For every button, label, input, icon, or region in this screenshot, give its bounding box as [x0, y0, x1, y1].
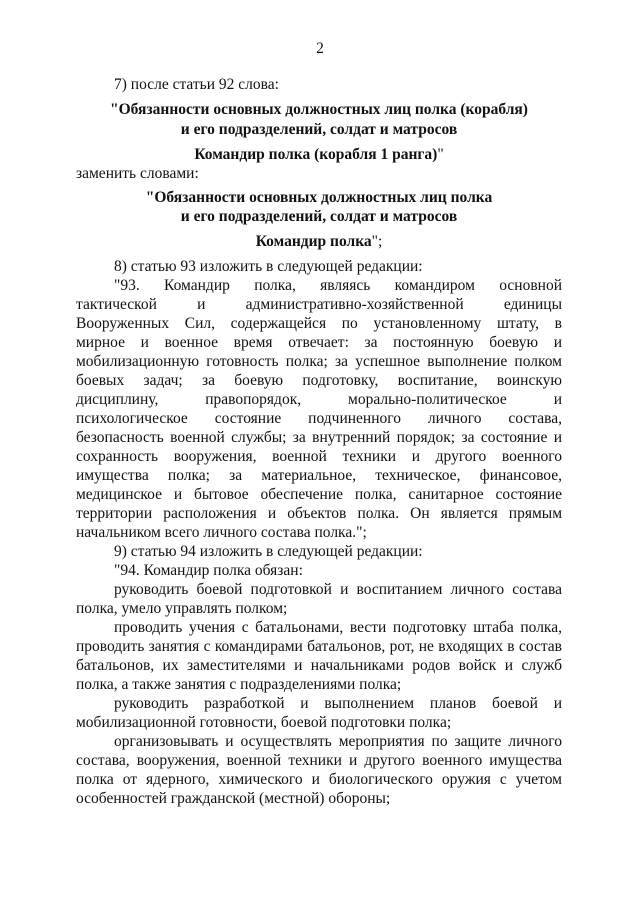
- replace-with-text: заменить словами:: [76, 165, 199, 182]
- new-heading-line1: "Обязанности основных должностных лиц полка: [145, 189, 493, 206]
- page-number: 2: [316, 40, 324, 57]
- article-93-line: дисциплину, правопорядок, морально-политическое и: [76, 391, 562, 408]
- article-93-line: начальником всего личного состава полка.";: [76, 524, 367, 541]
- article-93-line: психологическое состояние подчиненного личного состава,: [76, 410, 562, 427]
- article-93-line: сохранность вооружения, военной техники и другого военного: [76, 448, 562, 465]
- duty-paragraph: руководить разработкой и выполнением планов боевой и мобилизационной готовности, боевой подготовки полка;: [76, 695, 562, 731]
- old-heading-line1: "Обязанности основных должностных лиц полка (корабля): [110, 101, 528, 118]
- item7-intro: 7) после статьи 92 слова:: [114, 76, 279, 93]
- article-93-line: мирное и военное время отвечает: за постоянную боевую и: [76, 334, 562, 351]
- duty-paragraph: проводить учения с батальонами, вести подготовку штаба полка, проводить занятия с командирами батальонов, рот, не входящих в состав батальонов, их заместителями и начальниками родов войск и служб полка, а также занятия с подразделениями полка;: [76, 619, 562, 693]
- article-93-line: территории расположения и объектов полка. Он является прямым: [76, 505, 562, 522]
- old-heading-line3: Командир полка (корабля 1 ранга)": [194, 146, 444, 163]
- item8-intro: 8) статью 93 изложить в следующей редакции:: [114, 258, 423, 275]
- article-94-start: "94. Командир полка обязан:: [114, 562, 303, 579]
- duty-paragraph: организовывать и осуществлять мероприятия по защите личного состава, вооружения, военной техники и другого военного имущества полка от ядерного, химического и биологического оружия с учетом особенностей гражданской (местной) обороны;: [76, 733, 562, 807]
- article-93: [76, 276, 562, 542]
- new-heading-line2: и его подразделений, солдат и матросов: [180, 208, 458, 225]
- old-heading-line2: и его подразделений, солдат и матросов: [180, 121, 458, 138]
- article-93-line: "93. Командир полка, являясь командиром основной: [114, 277, 562, 294]
- duty-paragraph: руководить боевой подготовкой и воспитанием личного состава полка, умело управлять полком;: [76, 581, 562, 617]
- article-93-line: Вооруженных Сил, содержащейся по установленному штату, в: [76, 315, 562, 332]
- article-93-line: имущества полка; за материальное, техническое, финансовое,: [76, 467, 562, 484]
- article-93-line: безопасность военной службы; за внутренний порядок; за состояние и: [76, 429, 562, 446]
- article-93-line: тактической и административно-хозяйственной единицы: [76, 296, 562, 313]
- article-93-line: медицинское и бытовое обеспечение полка, санитарное состояние: [76, 486, 562, 503]
- new-heading-line3: Командир полка";: [255, 233, 383, 250]
- article-93-line: мобилизационную готовность полка; за успешное выполнение полком: [76, 353, 562, 370]
- item9-intro: 9) статью 94 изложить в следующей редакции:: [114, 543, 423, 560]
- article-93-line: боевых задач; за боевую подготовку, воспитание, воинскую: [76, 372, 562, 389]
